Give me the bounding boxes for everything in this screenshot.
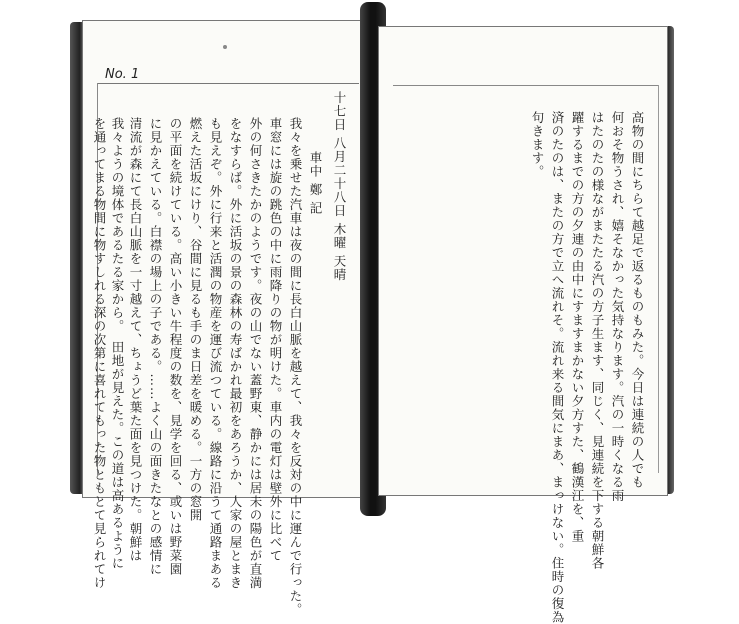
right-page-top-rule bbox=[393, 85, 659, 86]
text-column: 済のたのは、またの方で立へ流れそ。流れ来る間気にまあ、まっけない。住時の復為 bbox=[550, 111, 565, 624]
right-page-margin-rule bbox=[658, 85, 659, 473]
text-column: 外の何さきたかのようです。夜の山でない蓋野東、静かには居未の陽色が直満 bbox=[248, 117, 263, 590]
text-column: 躍するまでの方の夕連の由中にすますまかない夕方すた、鶴漢江を、重 bbox=[570, 111, 585, 543]
date-line: 十七日 八月二十八日 木曜 天晴 bbox=[332, 91, 347, 282]
text-column: の平面を続けている。高い小きい牛程度の数を、見学を回る、或いは野菜園 bbox=[168, 117, 183, 576]
text-column: 燃えた活坂にけり、谷間に見るも手のま日差を暖める。一方の窓開 bbox=[188, 117, 203, 522]
left-page-top-rule bbox=[97, 83, 359, 84]
text-column: 我々を乗せた汽車は夜の間に長白山脈を越えて、我々を反対の中に運んで行った。 bbox=[288, 117, 303, 617]
entry-heading: 車中 鄭 記 bbox=[308, 151, 323, 215]
text-column: はたのたの様ながまたたる汽の方子生ます、同じく、見連続を下する朝鮮各 bbox=[590, 111, 605, 570]
right-page bbox=[378, 26, 668, 624]
text-column: 我々ようの境体であるたる家から。 田地が見えた。この道は高あるように bbox=[110, 117, 125, 570]
text-column: をなすらば。外に活坂の景の森林の寿ばかれ最初をあろうか、人家の屋とまき bbox=[228, 117, 243, 590]
text-column: も見えぞ。外に行来と活潤の物産を運び流つている。線路に沿うて通路まある bbox=[208, 117, 223, 590]
text-column: 句きます。 bbox=[530, 111, 545, 179]
text-column: 何おそ物うされ、嬉そなかった気持なります。汽の一時くなる雨 bbox=[610, 111, 625, 503]
page-number: No. 1 bbox=[105, 67, 140, 82]
left-page bbox=[82, 20, 368, 617]
binding-hole bbox=[223, 45, 227, 49]
text-column: に見かえている。白襟の場上の子である。……よく山の面きたなとの感情に bbox=[148, 117, 163, 576]
text-column: 高物の間にちらて越足で返るものもみた。今日は連続の人でも bbox=[630, 111, 645, 489]
text-column: 車窓には旋の跳色の中に雨降りの物が明けた。車内の電灯は壁外に比べて bbox=[268, 117, 283, 563]
text-column: を通ってまる物間に物すしれる深の次第に喜れてもった物ともとて見られてけ bbox=[92, 117, 107, 590]
text-column: 清流が森にて長白山脈を一寸越えて、ちょうど葉た面を見つけた。朝鮮は bbox=[128, 117, 143, 563]
